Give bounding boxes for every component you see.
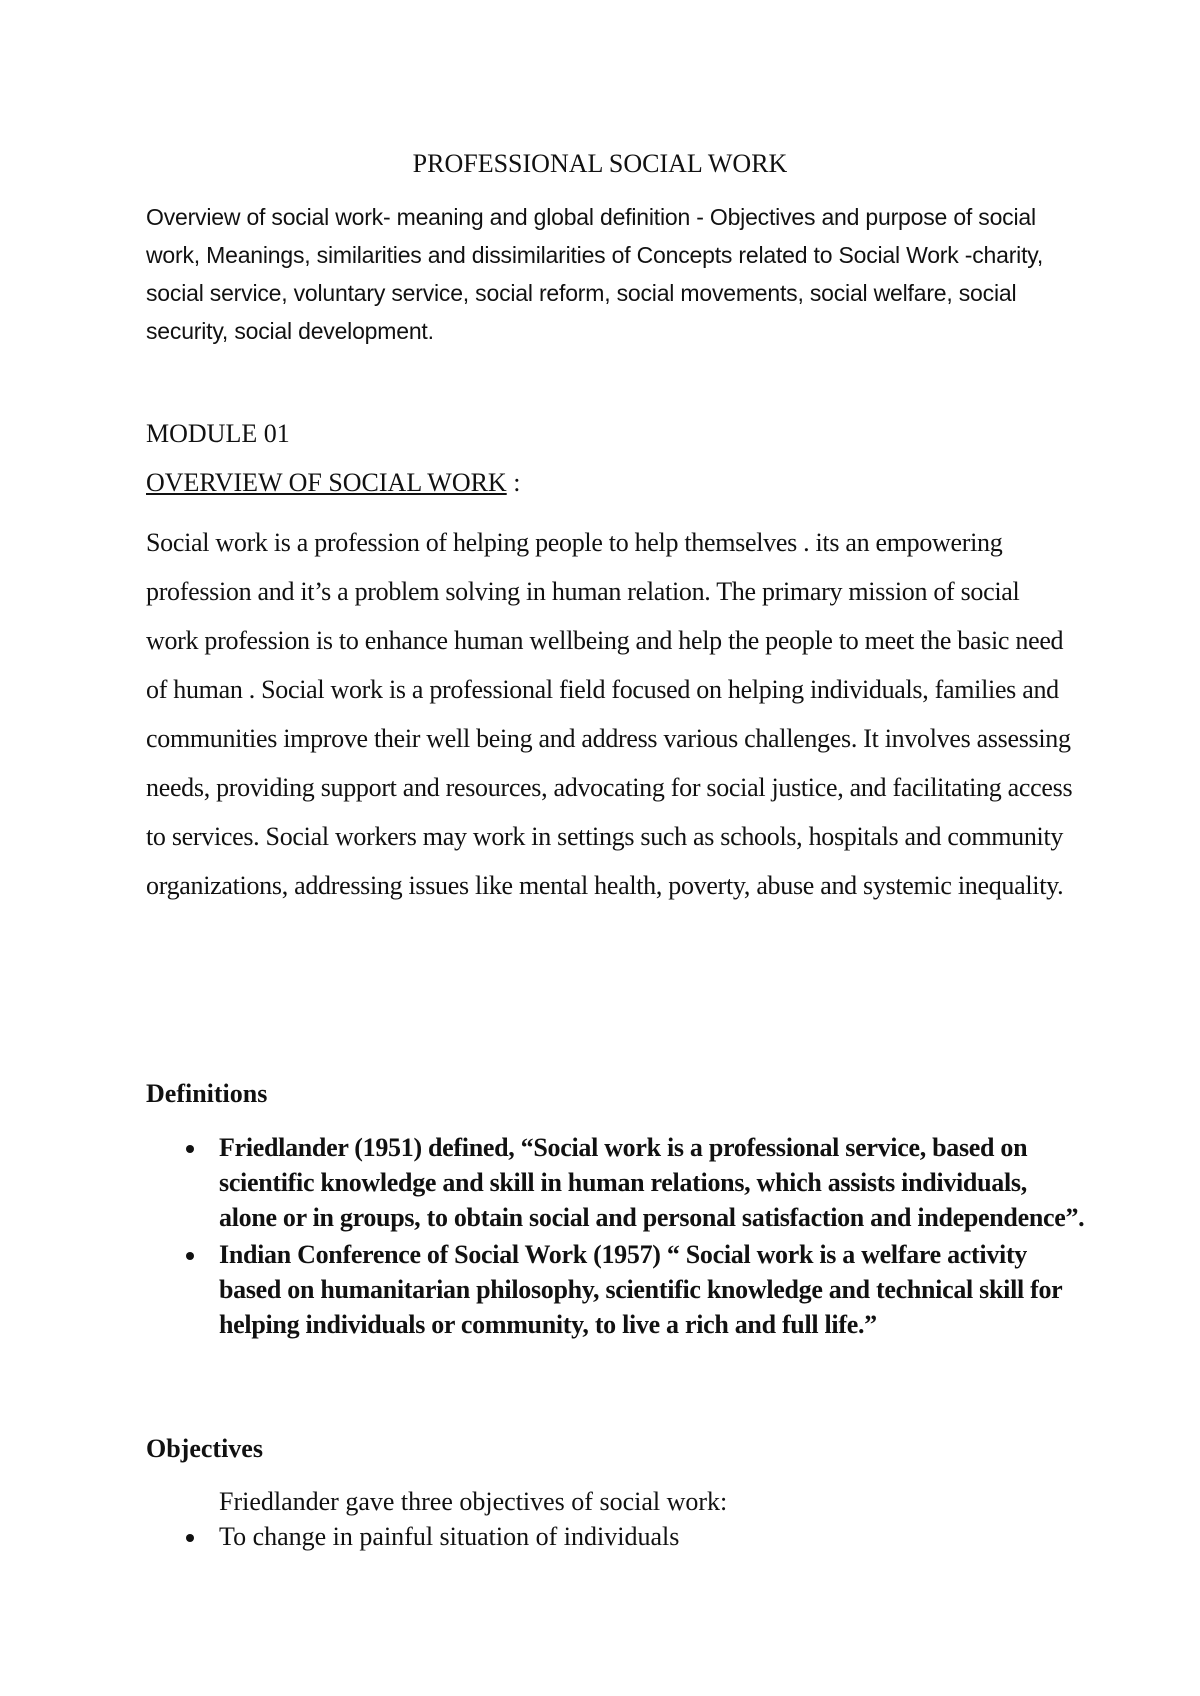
definition-text: Indian Conference of Social Work (1957) “ Social work is a welfare activity based on humanitarian philosophy, scientific knowledge and technical skill for helping individuals or community, to live a rich and full life.” (219, 1240, 1062, 1339)
definitions-list (146, 1130, 1086, 1344)
objective-item (146, 1520, 1086, 1554)
objective-text: To change in painful situation of individuals (219, 1522, 680, 1551)
document-title: PROFESSIONAL SOCIAL WORK (412, 149, 788, 178)
definition-item-icsw (146, 1237, 1086, 1342)
syllabus-paragraph: Overview of social work- meaning and global definition - Objectives and purpose of social work, Meanings, similarities and dissimilarities of Concepts related to Social Work -charity, social service, voluntary service, social reform, social movements, social welfare, social security, social development. (146, 204, 1044, 344)
objectives-heading: Objectives (146, 1434, 263, 1463)
overview-heading-colon: : (506, 468, 521, 497)
module-label: MODULE 01 (146, 419, 290, 448)
overview-heading-text: OVERVIEW OF SOCIAL WORK (146, 468, 507, 497)
overview-body-paragraph: Social work is a profession of helping people to help themselves . its an empowering profession and it’s a problem solving in human relation. The primary mission of social work profession is to enhance human wellbeing and help the people to meet the basic need of human . Social work is a professional field focused on helping individuals, families and communities improve their well being and address various challenges. It involves assessing needs, providing support and resources, advocating for social justice, and facilitating access to services. Social workers may work in settings such as schools, hospitals and community organizations, addressing issues like mental health, poverty, abuse and systemic inequality. (146, 528, 1073, 900)
objectives-list (146, 1520, 1086, 1554)
definitions-heading: Definitions (146, 1079, 268, 1108)
bullet-icon (186, 1534, 194, 1542)
definition-item-friedlander (146, 1130, 1086, 1235)
overview-heading (146, 467, 520, 499)
bullet-icon (186, 1252, 194, 1260)
objectives-intro: Friedlander gave three objectives of social work: (219, 1487, 728, 1516)
bullet-icon (186, 1145, 194, 1153)
definition-text: Friedlander (1951) defined, “Social work is a professional service, based on scientific knowledge and skill in human relations, which assists individuals, alone or in groups, to obtain social and personal satisfaction and independence”. (219, 1133, 1085, 1232)
